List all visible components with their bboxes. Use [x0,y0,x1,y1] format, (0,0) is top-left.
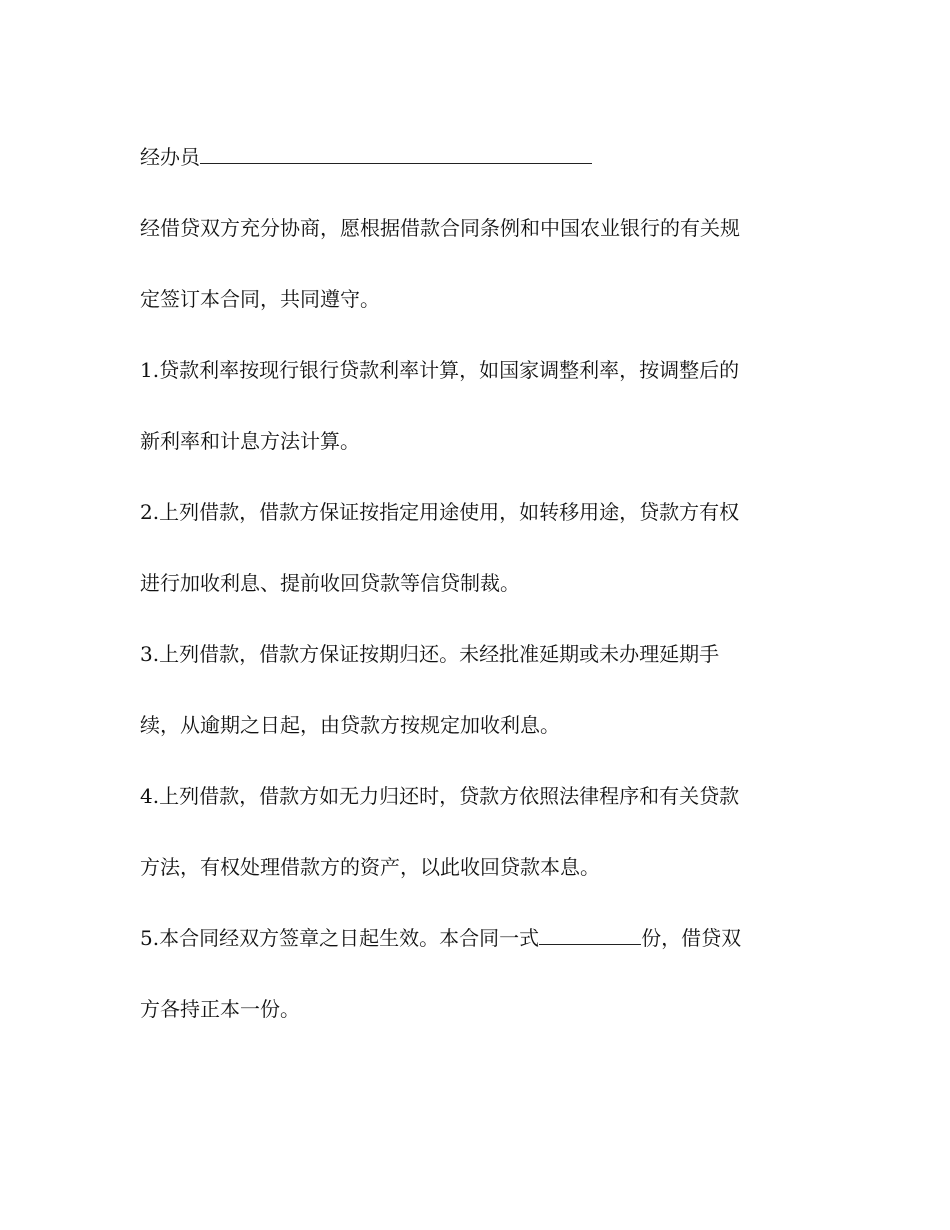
handler-blank-field[interactable] [200,141,592,164]
clause-5-line: 方各持正本一份。 [140,997,300,1021]
clause-3-line: 3.上列借款，借款方保证按期归还。未经批准延期或未办理延期手 [140,642,720,666]
clause-3-line: 续，从逾期之日起，由贷款方按规定加收利息。 [140,713,560,737]
clause-5-text: 5.本合同经双方签章之日起生效。本合同一式 [140,926,540,950]
clause-2-line: 进行加收利息、提前收回贷款等信贷制裁。 [140,571,520,595]
clause-1-line: 新利率和计息方法计算。 [140,429,360,453]
clause-4-line: 4.上列借款，借款方如无力归还时，贷款方依照法律程序和有关贷款 [140,784,740,808]
document-page [140,140,741,1063]
clause-5-text-after: 份，借贷双 [641,926,742,950]
paragraph-line: 定签订本合同，共同遵守。 [140,287,380,311]
clause-1-line: 1.贷款利率按现行银行贷款利率计算，如国家调整利率，按调整后的 [140,358,740,382]
clause-2-line: 2.上列借款，借款方保证按指定用途使用，如转移用途，贷款方有权 [140,500,740,524]
handler-label: 经办员 [140,145,200,169]
handler-line [140,140,741,211]
copies-blank-field[interactable] [539,922,641,945]
paragraph-line: 经借贷双方充分协商，愿根据借款合同条例和中国农业银行的有关规 [140,216,740,240]
clause-4-line: 方法，有权处理借款方的资产，以此收回贷款本息。 [140,855,600,879]
clause-5-line [140,921,741,992]
